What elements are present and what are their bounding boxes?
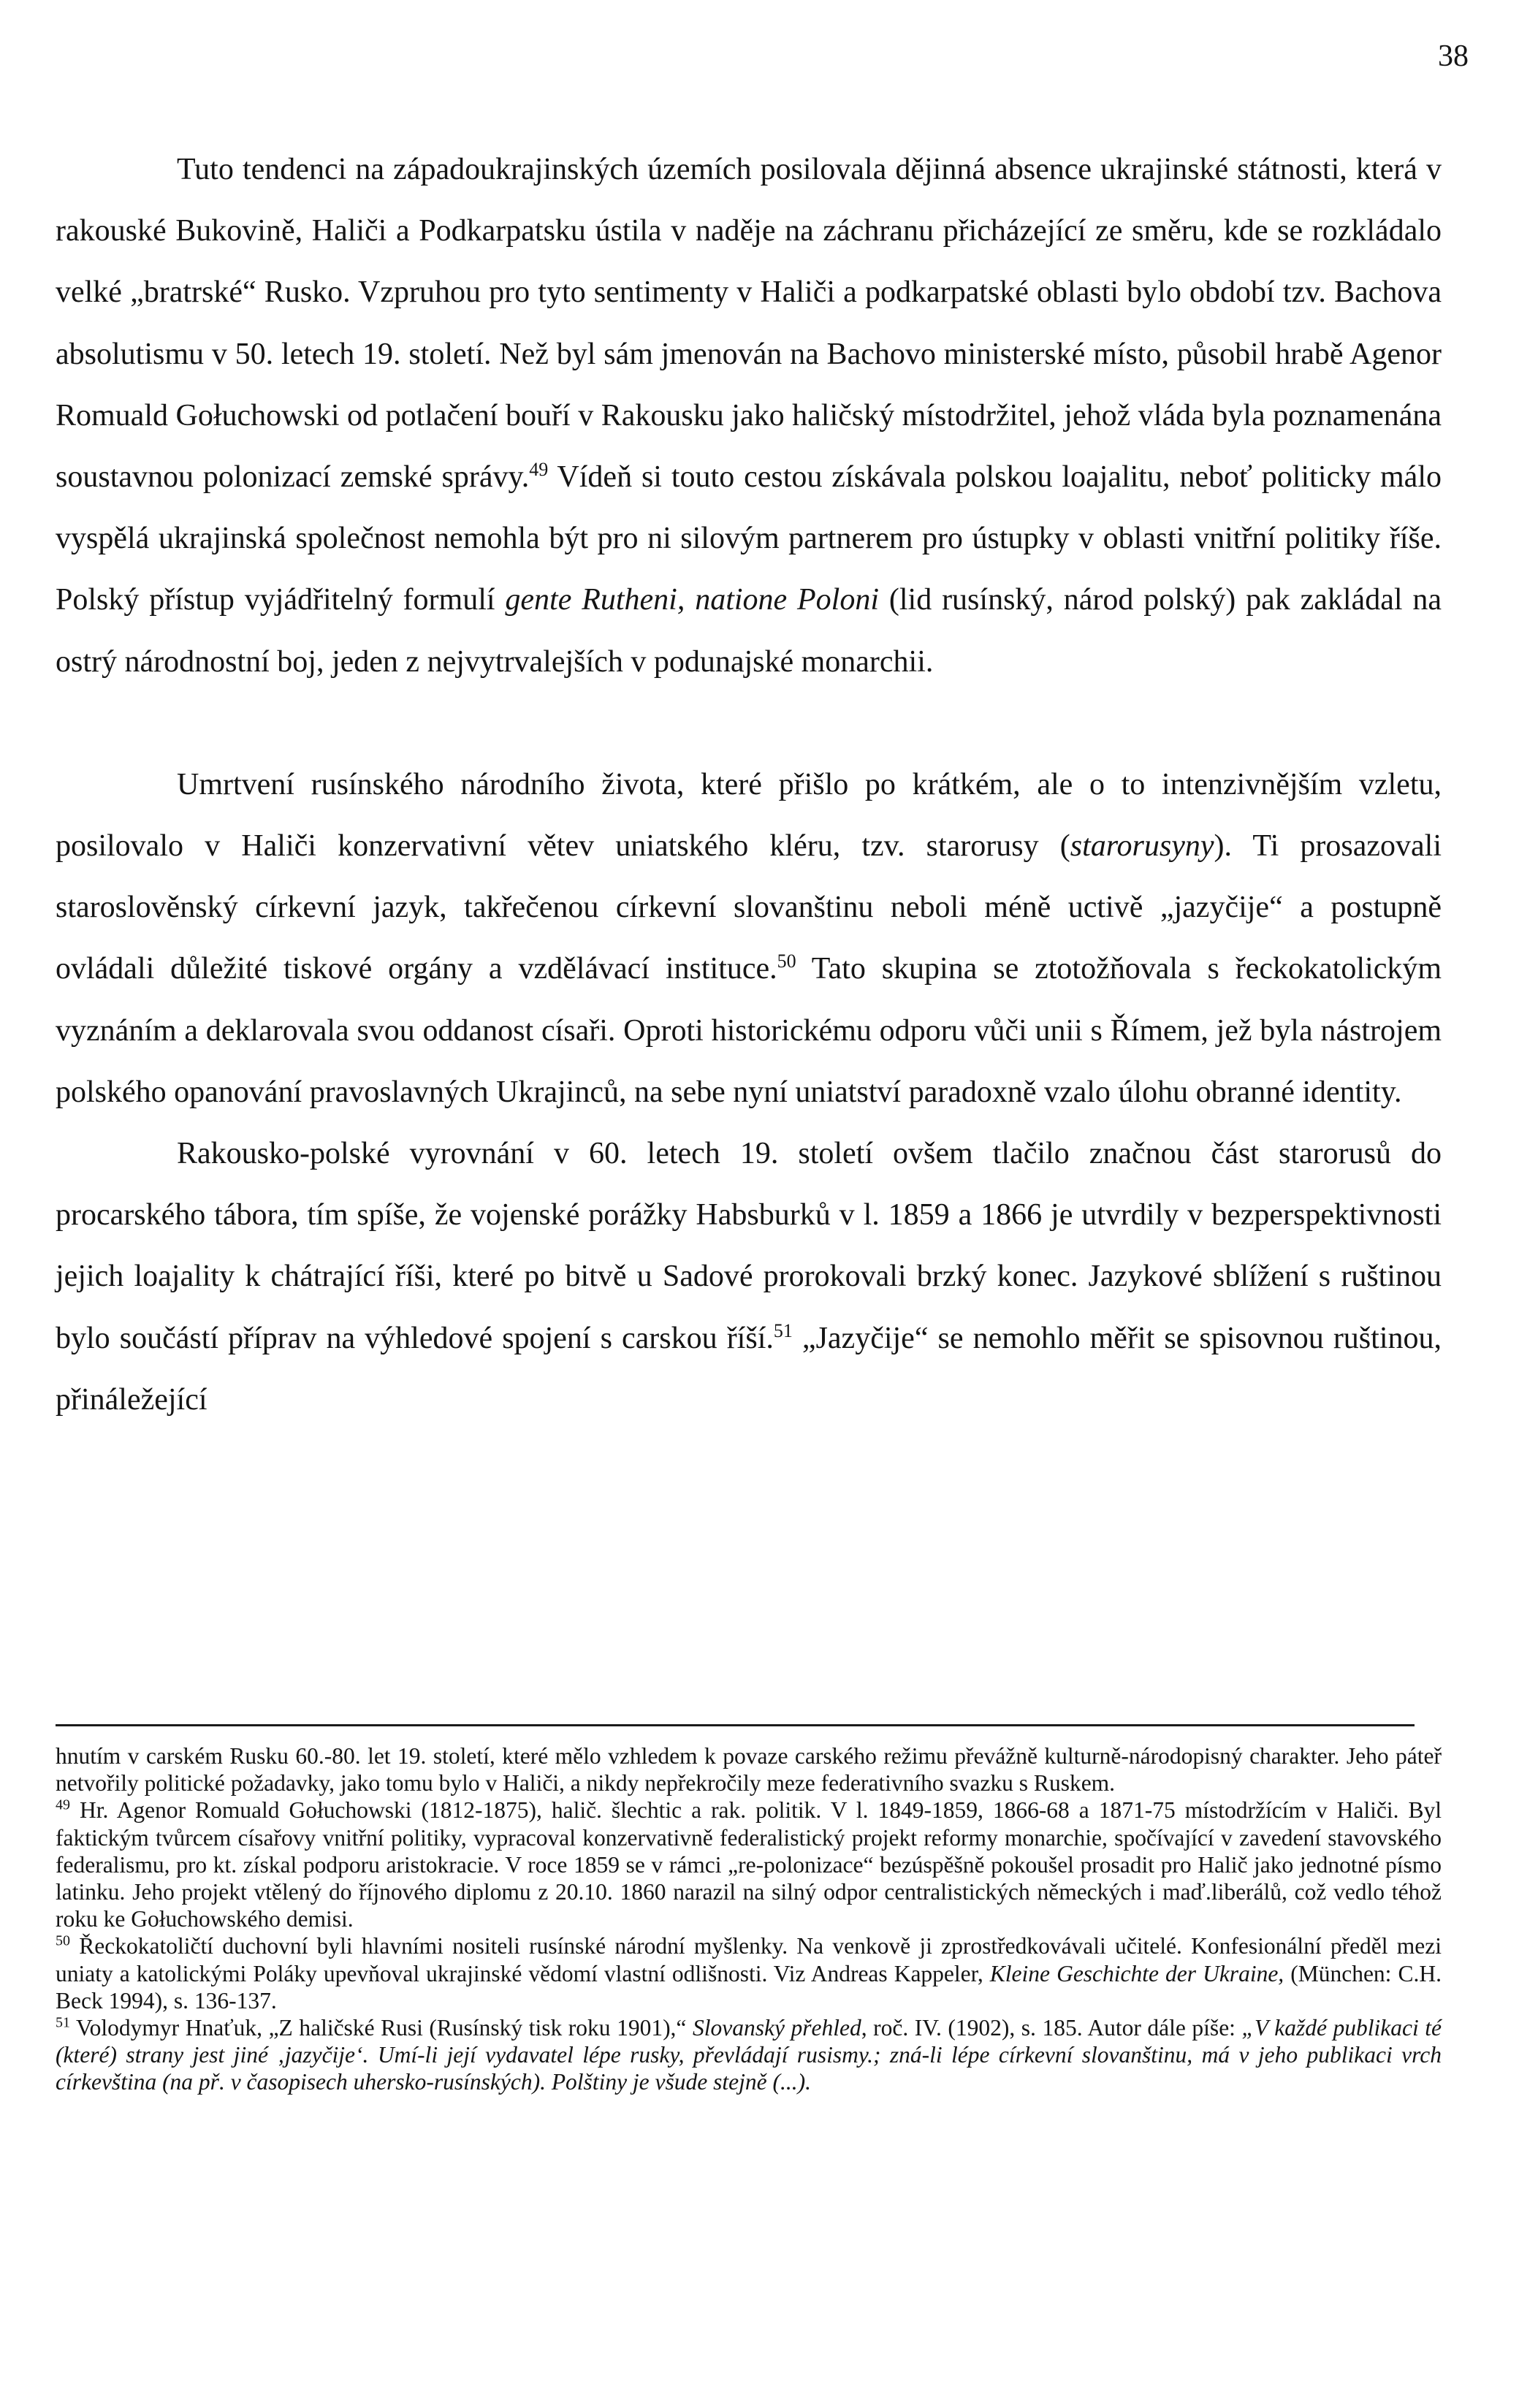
paragraph-2	[56, 754, 1442, 1123]
paragraph-1-italic: gente Rutheni, natione Poloni	[505, 583, 880, 617]
paragraph-2-text-a: Umrtvení rusínského národního života, které přišlo po krátkém, ale o to intenzivnějším vzletu, posilovalo v Haliči konzervativní větev uniatského kléru, tzv. starorusy (	[56, 767, 1442, 864]
footnote-ref-50[interactable]: 50	[777, 950, 796, 972]
paragraph-2-italic: starorusyny	[1070, 829, 1214, 864]
footnote-50-italic: Kleine Geschichte der Ukraine,	[989, 1960, 1284, 1986]
paragraph-2-text-b: ). Ti prosazovali staroslověnský církevní jazyk, takřečenou církevní slovanštinu neboli méně uctivě „jazyčije“ a postupně ovládali důležité tiskové orgány a vzdělávací instituce.	[56, 829, 1442, 986]
footnote-51-number: 51	[56, 2014, 70, 2031]
paragraph-1-text-c: (lid rusínský, národ polský) pak zakládal na ostrý národnostní boj, jeden z nejvytrvalejších v podunajské monarchii.	[56, 583, 1442, 679]
footnote-49-text: Hr. Agenor Romuald Gołuchowski (1812-1875), halič. šlechtic a rak. politik. V l. 1849-1859, 1866-68 a 1871-75 místodržícím v Haliči. Byl faktickým tvůrcem císařovy vnitřní politiky, vypracoval konzervativně federalistický projekt reformy monarchie, spočívající v zavedení stavovského federalismu, pro kt. získal podporu aristokracie. V roce 1859 se v rámci „re-polonizace“ bezúspěšně pokoušel prosadit pro Halič jako jednotné písmo latinku. Jeho projekt vtělený do říjnového diplomu z 20.10. 1860 narazil na silný odpor centralistických německých i maď.liberálů, což vedlo téhož roku ke Gołuchowského demisi.	[56, 1797, 1442, 1932]
footnote-ref-49[interactable]: 49	[529, 459, 549, 481]
footnote-51-italic: Slovanský přehled	[692, 2015, 861, 2041]
footnote-50-text: Řeckokatoličtí duchovní byli hlavními nositeli rusínské národní myšlenky. Na venkově ji zprostředkovávali učitelé. Konfesionální předěl mezi uniaty a katolickými Poláky upevňoval ukrajinské vědomí vlastní odlišnosti. Viz Andreas Kappeler,	[56, 1933, 1442, 1986]
paragraph-1	[56, 139, 1442, 693]
page-number: 38	[1438, 39, 1469, 73]
footnote-50-text-b: (München: C.H. Beck 1994), s. 136-137.	[56, 1960, 1442, 2013]
footnotes	[56, 1724, 1442, 2096]
paragraph-3	[56, 1123, 1442, 1430]
footnote-continuation: hnutím v carském Rusku 60.-80. let 19. století, které mělo vzhledem k povaze carského režimu převážně kulturně-národopisný charakter. Jeho páteř netvořily politické požadavky, jako tomu bylo v Haliči, a nikdy nepřekročily meze federativního svazku s Ruskem.	[56, 1743, 1442, 1797]
paragraph-2-text-c: Tato skupina se ztotožňovala s řeckokatolickým vyznáním a deklarovala svou oddanost císaři. Oproti historickému odporu vůči unii s Římem, jež byla nástrojem polského opanování pravoslavných Ukrajinců, na sebe nyní uniatství paradoxně vzalo úlohu obranné identity.	[56, 952, 1442, 1109]
footnote-51-text-b: , roč. IV. (1902), s. 185. Autor dále píše:	[861, 2015, 1242, 2041]
footnote-49	[56, 1797, 1442, 1932]
paragraph-1-text-b: Vídeň si touto cestou získávala polskou loajalitu, neboť politicky málo vyspělá ukrajinská společnost nemohla být pro ni silovým partnerem pro ústupky v oblasti vnitřní politiky říše. Polský přístup vyjádřitelný formulí	[56, 460, 1442, 617]
footnote-50-number: 50	[56, 1932, 70, 1949]
footnote-divider	[56, 1724, 1415, 1726]
footnote-ref-51[interactable]: 51	[773, 1319, 793, 1341]
footnote-51-quote: „V každé publikaci té (které) strany jest jiné ‚jazyčije‘. Umí-li její vydavatel lépe rusky, převládají rusismy.; zná-li lépe církevní slovanštinu, má v jeho publikaci vrch církevština (na př. v časopisech uhersko-rusínských). Polštiny je všude stejně (...).	[56, 2015, 1442, 2095]
footnote-50	[56, 1932, 1442, 2014]
paragraph-gap	[56, 693, 1442, 754]
footnote-51-text: Volodymyr Hnaťuk, „Z haličské Rusi (Rusínský tisk roku 1901),“	[75, 2015, 693, 2041]
paragraph-3-text-b: „Jazyčije“ se nemohlo měřit se spisovnou ruštinou, přináležející	[56, 1321, 1442, 1417]
paragraph-1-text-a: Tuto tendenci na západoukrajinských územích posilovala dějinná absence ukrajinské státnosti, která v rakouské Bukovině, Haliči a Podkarpatsku ústila v naděje na záchranu přicházející ze směru, kde se rozkládalo velké „bratrské“ Rusko. Vzpruhou pro tyto sentimenty v Haliči a podkarpatské oblasti bylo období tzv. Bachova absolutismu v 50. letech 19. století. Než byl sám jmenován na Bachovo ministerské místo, působil hrabě Agenor Romuald Gołuchowski od potlačení bouří v Rakousku jako haličský místodržitel, jehož vláda byla poznamenána soustavnou polonizací zemské správy.	[56, 153, 1442, 495]
footnote-51	[56, 2014, 1442, 2096]
footnote-49-number: 49	[56, 1797, 70, 1813]
paragraph-3-text-a: Rakousko-polské vyrovnání v 60. letech 19. století ovšem tlačilo značnou část starorusů do procarského tábora, tím spíše, že vojenské porážky Habsburků v l. 1859 a 1866 je utvrdily v bezperspektivnosti jejich loajality k chátrající říši, které po bitvě u Sadové prorokovali brzký konec. Jazykové sblížení s ruštinou bylo součástí příprav na výhledové spojení s carskou říší.	[56, 1137, 1442, 1355]
main-text	[56, 139, 1442, 1430]
